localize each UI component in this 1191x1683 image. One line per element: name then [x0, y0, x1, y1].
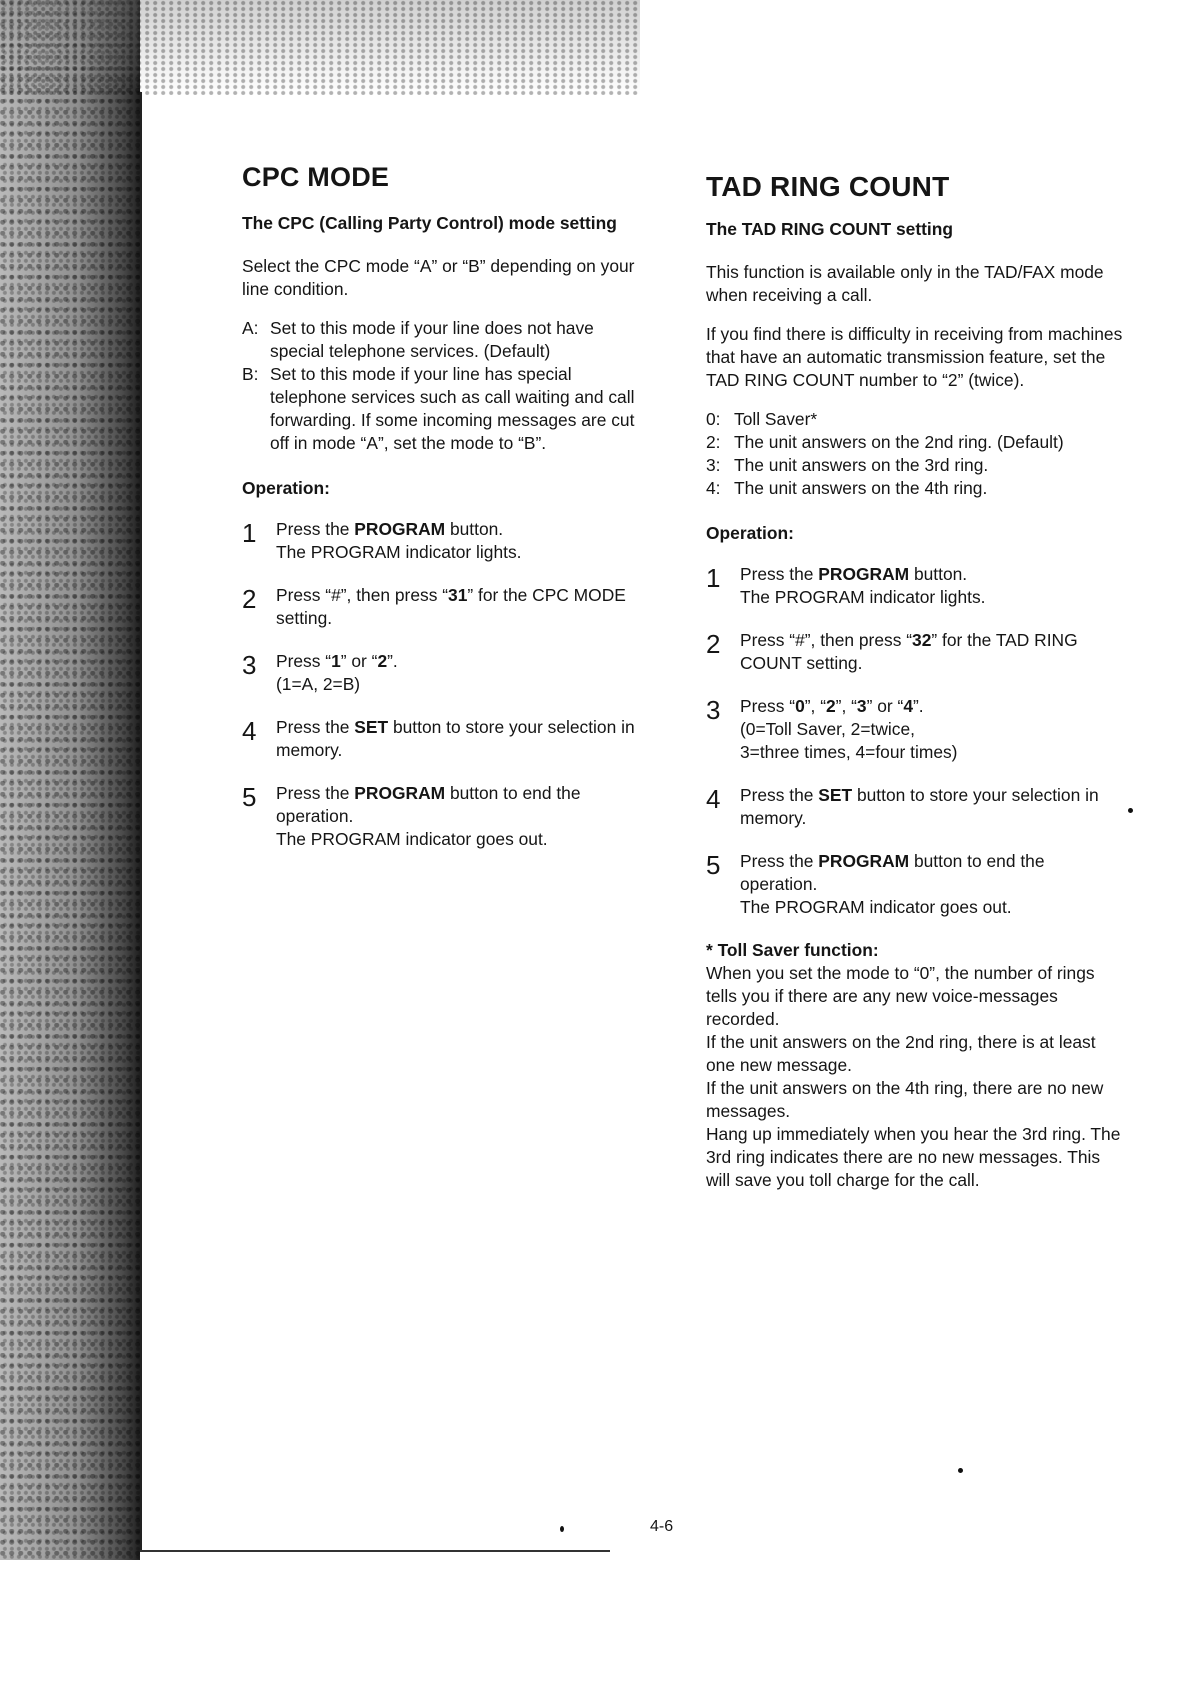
scan-speck — [958, 1468, 963, 1473]
note-line: If the unit answers on the 2nd ring, there is at least one new message. — [706, 1032, 1096, 1075]
step-text: Press “0”, “2”, “3” or “4”. (0=Toll Saver, 2=twice, 3=three times, 4=four times) — [740, 696, 958, 762]
step-text: Press “#”, then press “31” for the CPC MODE setting. — [276, 585, 626, 628]
tad-step-3 — [706, 695, 1126, 764]
scan-shadow-top — [0, 0, 640, 95]
tad-step-5 — [706, 850, 1126, 919]
cpc-mode-title: CPC MODE — [242, 162, 390, 192]
toll-saver-note-heading: * Toll Saver function: — [706, 940, 879, 960]
option-key: 3: — [706, 455, 721, 475]
cpc-mode-intro: Select the CPC mode “A” or “B” depending on your line condition. — [242, 256, 635, 299]
step-text: Press the PROGRAM button to end the operation. The PROGRAM indicator goes out. — [740, 851, 1045, 917]
tad-ring-options — [706, 408, 1126, 500]
option-key: B: — [242, 364, 259, 384]
cpc-mode-subtitle: The CPC (Calling Party Control) mode setting — [242, 213, 617, 233]
cpc-step-1 — [242, 518, 642, 564]
step-number: 5 — [242, 782, 257, 812]
cpc-operation-heading: Operation: — [242, 478, 330, 498]
toll-saver-note — [706, 962, 1126, 1192]
tad-step-2 — [706, 629, 1126, 675]
page-edge-bottom — [140, 1550, 610, 1552]
step-number: 2 — [242, 584, 257, 614]
tad-intro-2: If you find there is difficulty in receiving from machines that have an automatic transmission feature, set the TAD RING COUNT number to “2” (twice). — [706, 324, 1123, 390]
cpc-mode-section — [242, 160, 642, 871]
step-number: 1 — [706, 563, 721, 593]
note-line: When you set the mode to “0”, the number of rings tells you if there are any new voice-messages recorded. — [706, 963, 1095, 1029]
step-number: 5 — [706, 850, 721, 880]
step-number: 2 — [706, 629, 721, 659]
step-text: Press the PROGRAM button to end the operation. The PROGRAM indicator goes out. — [276, 783, 581, 849]
cpc-step-3 — [242, 650, 642, 696]
page-number: 4-6 — [650, 1518, 674, 1535]
tad-option-0 — [706, 408, 1126, 431]
tad-operation-heading: Operation: — [706, 523, 794, 543]
tad-ring-count-section — [706, 170, 1126, 1192]
cpc-step-2 — [242, 584, 642, 630]
note-line: If the unit answers on the 4th ring, there are no new messages. — [706, 1078, 1104, 1121]
step-number: 3 — [706, 695, 721, 725]
option-text: The unit answers on the 4th ring. — [734, 478, 988, 498]
option-key: 4: — [706, 478, 721, 498]
option-key: 0: — [706, 409, 721, 429]
step-number: 1 — [242, 518, 257, 548]
scan-speck — [1128, 808, 1133, 813]
scan-speck — [560, 1526, 564, 1532]
tad-option-4 — [706, 477, 1126, 500]
tad-intro-1: This function is available only in the TAD/FAX mode when receiving a call. — [706, 262, 1104, 305]
step-text: Press the PROGRAM button. The PROGRAM indicator lights. — [276, 519, 522, 562]
tad-option-3 — [706, 454, 1126, 477]
cpc-mode-options — [242, 317, 642, 455]
step-text: Press the SET button to store your selection in memory. — [740, 785, 1099, 828]
step-text: Press the SET button to store your selection in memory. — [276, 717, 635, 760]
step-text: Press “1” or “2”. (1=A, 2=B) — [276, 651, 398, 694]
tad-ring-count-subtitle: The TAD RING COUNT setting — [706, 219, 954, 239]
step-text: Press “#”, then press “32” for the TAD RING COUNT setting. — [740, 630, 1078, 673]
option-key: 2: — [706, 432, 721, 452]
cpc-step-4 — [242, 716, 642, 762]
tad-step-1 — [706, 563, 1126, 609]
step-number: 4 — [706, 784, 721, 814]
option-text: Set to this mode if your line does not have special telephone services. (Default) — [270, 318, 594, 361]
page-edge-left — [140, 92, 142, 1552]
scan-shadow-left — [0, 0, 140, 1560]
cpc-option-a — [242, 317, 642, 363]
option-key: A: — [242, 318, 259, 338]
tad-option-2 — [706, 431, 1126, 454]
tad-ring-count-title: TAD RING COUNT — [706, 171, 950, 202]
option-text: Toll Saver* — [734, 409, 818, 429]
tad-step-4 — [706, 784, 1126, 830]
option-text: The unit answers on the 2nd ring. (Default) — [734, 432, 1064, 452]
step-text: Press the PROGRAM button. The PROGRAM indicator lights. — [740, 564, 986, 607]
step-number: 4 — [242, 716, 257, 746]
cpc-option-b — [242, 363, 642, 455]
cpc-step-5 — [242, 782, 642, 851]
step-number: 3 — [242, 650, 257, 680]
option-text: The unit answers on the 3rd ring. — [734, 455, 989, 475]
option-text: Set to this mode if your line has special telephone services such as call waiting and call forwarding. If some incoming messages are cut off in mode “A”, set the mode to “B”. — [270, 364, 635, 453]
note-line: Hang up immediately when you hear the 3rd ring. The 3rd ring indicates there are no new messages. This will save you toll charge for the call. — [706, 1124, 1121, 1190]
